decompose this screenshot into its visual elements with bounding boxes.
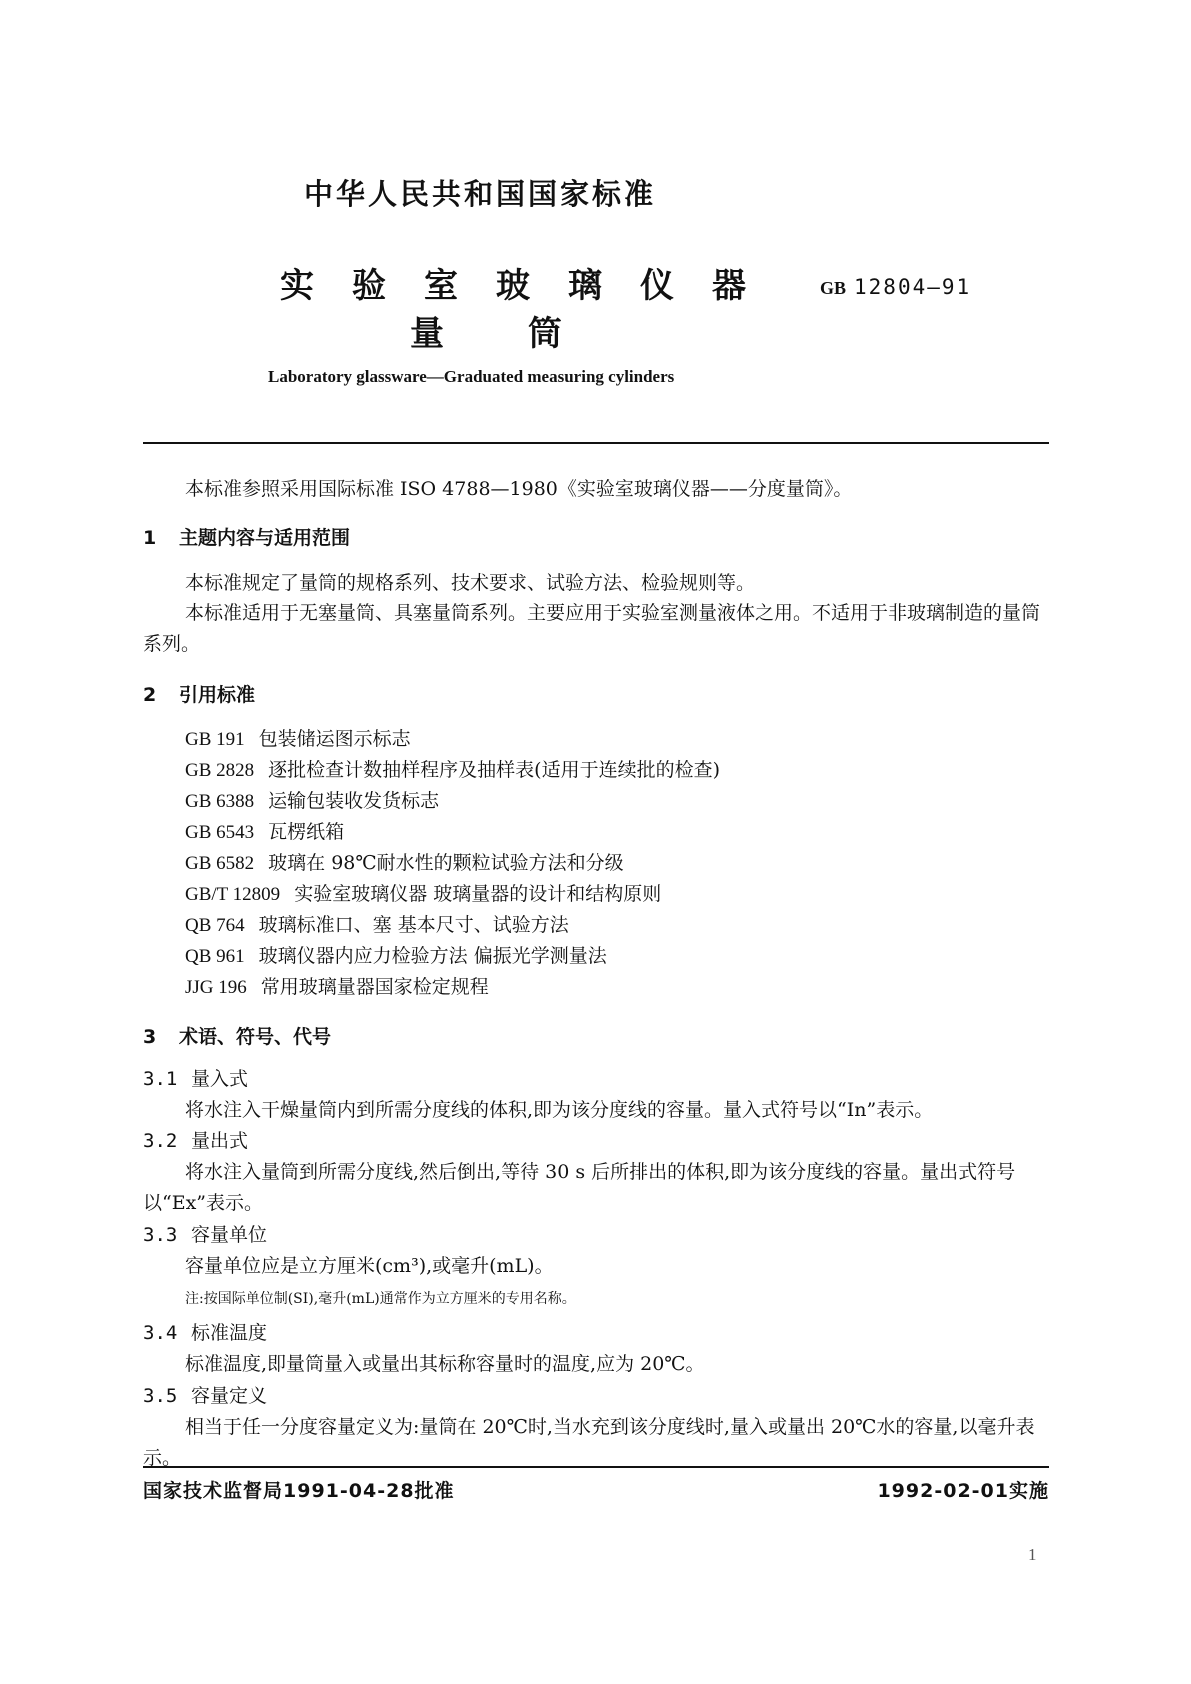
clause-title: 量入式 — [191, 1068, 249, 1090]
clause-number: 3.3 — [143, 1224, 178, 1246]
clause-3-4-text: 标准温度,即量筒量入或量出其标称容量时的温度,应为 20℃。 — [185, 1353, 705, 1375]
reference-row — [185, 941, 607, 968]
section-number: 2 — [143, 684, 157, 706]
clause-title: 标准温度 — [191, 1322, 268, 1344]
section-1-heading — [143, 523, 350, 550]
section-1-paragraph-1: 本标准规定了量筒的规格系列、技术要求、试验方法、检验规则等。 — [185, 572, 756, 594]
clause-3-2-text: 将水注入量筒到所需分度线,然后倒出,等待 30 s 后所排出的体积,即为该分度线的容量。量出式符号以“Ex”表示。 — [143, 1161, 1016, 1214]
reference-code: GB 2828 — [185, 760, 255, 781]
section-1-paragraph-2: 本标准适用于无塞量筒、具塞量筒系列。主要应用于实验室测量液体之用。不适用于非玻璃制造的量筒系列。 — [143, 602, 1041, 655]
reference-code: GB/T 12809 — [185, 884, 281, 905]
reference-title: 逐批检查计数抽样程序及抽样表(适用于连续批的检查) — [268, 759, 720, 781]
effective-date: 1992-02-01实施 — [877, 1480, 1049, 1502]
footer-divider — [143, 1466, 1049, 1468]
reference-row — [185, 786, 439, 813]
reference-title: 包装储运图示标志 — [258, 728, 411, 750]
clause-3-1-text: 将水注入干燥量筒内到所需分度线的体积,即为该分度线的容量。量入式符号以“In”表示。 — [185, 1099, 934, 1121]
section-title: 主题内容与适用范围 — [179, 527, 351, 549]
reference-code: QB 961 — [185, 946, 245, 967]
reference-title: 常用玻璃量器国家检定规程 — [260, 976, 489, 998]
reference-title: 瓦楞纸箱 — [268, 821, 345, 843]
reference-row — [185, 972, 489, 999]
standard-code: 12804—91 — [854, 275, 972, 299]
clause-title: 容量定义 — [191, 1385, 268, 1407]
clause-number: 3.2 — [143, 1130, 178, 1152]
clause-title: 量出式 — [191, 1130, 249, 1152]
section-3-heading — [143, 1022, 331, 1049]
section-2-heading — [143, 680, 255, 707]
clause-3-1-heading — [143, 1064, 248, 1091]
reference-code: GB 6388 — [185, 791, 255, 812]
reference-row — [185, 817, 344, 844]
reference-code: QB 764 — [185, 915, 245, 936]
clause-3-2-heading — [143, 1126, 248, 1153]
clause-3-5-heading — [143, 1381, 267, 1408]
english-title: Laboratory glassware—Graduated measuring cylinders — [268, 367, 675, 386]
clause-title: 容量单位 — [191, 1224, 268, 1246]
reference-row — [185, 724, 411, 751]
clause-3-3-text: 容量单位应是立方厘米(cm³),或毫升(mL)。 — [185, 1255, 554, 1277]
document-subtitle: 量筒 — [410, 314, 646, 354]
header-divider — [143, 442, 1049, 444]
reference-row — [185, 879, 661, 906]
reference-title: 玻璃标准口、塞 基本尺寸、试验方法 — [258, 914, 569, 936]
clause-3-3-note: 注:按国际单位制(SI),毫升(mL)通常作为立方厘米的专用名称。 — [185, 1291, 576, 1307]
reference-title: 实验室玻璃仪器 玻璃量器的设计和结构原则 — [294, 883, 662, 905]
reference-code: GB 6543 — [185, 822, 255, 843]
reference-row — [185, 848, 624, 875]
clause-number: 3.5 — [143, 1385, 178, 1407]
reference-title: 玻璃仪器内应力检验方法 偏振光学测量法 — [258, 945, 607, 967]
clause-number: 3.1 — [143, 1068, 178, 1090]
reference-title: 玻璃在 98℃耐水性的颗粒试验方法和分级 — [268, 852, 624, 874]
approval-date: 国家技术监督局1991-04-28批准 — [143, 1480, 455, 1502]
section-title: 引用标准 — [179, 684, 256, 706]
reference-code: GB 191 — [185, 729, 245, 750]
page-number: 1 — [1028, 1545, 1037, 1564]
reference-code: GB 6582 — [185, 853, 255, 874]
intro-paragraph: 本标准参照采用国际标准 ISO 4788—1980《实验室玻璃仪器——分度量筒》。 — [185, 478, 853, 500]
clause-3-5-text: 相当于任一分度容量定义为:量筒在 20℃时,当水充到该分度线时,量入或量出 20℃水的容量,以毫升表示。 — [143, 1416, 1035, 1469]
clause-3-4-heading — [143, 1318, 267, 1345]
section-number: 3 — [143, 1026, 157, 1048]
document-title: 实验室玻璃仪器 — [280, 266, 784, 306]
national-standard-heading: 中华人民共和国国家标准 — [303, 177, 656, 211]
standard-number — [820, 275, 971, 299]
clause-3-3-heading — [143, 1220, 267, 1247]
reference-row — [185, 755, 720, 782]
reference-title: 运输包装收发货标志 — [268, 790, 440, 812]
section-number: 1 — [143, 527, 157, 549]
reference-code: JJG 196 — [185, 977, 247, 998]
clause-number: 3.4 — [143, 1322, 178, 1344]
section-title: 术语、符号、代号 — [179, 1026, 332, 1048]
standard-prefix: GB — [820, 278, 847, 298]
reference-row — [185, 910, 569, 937]
